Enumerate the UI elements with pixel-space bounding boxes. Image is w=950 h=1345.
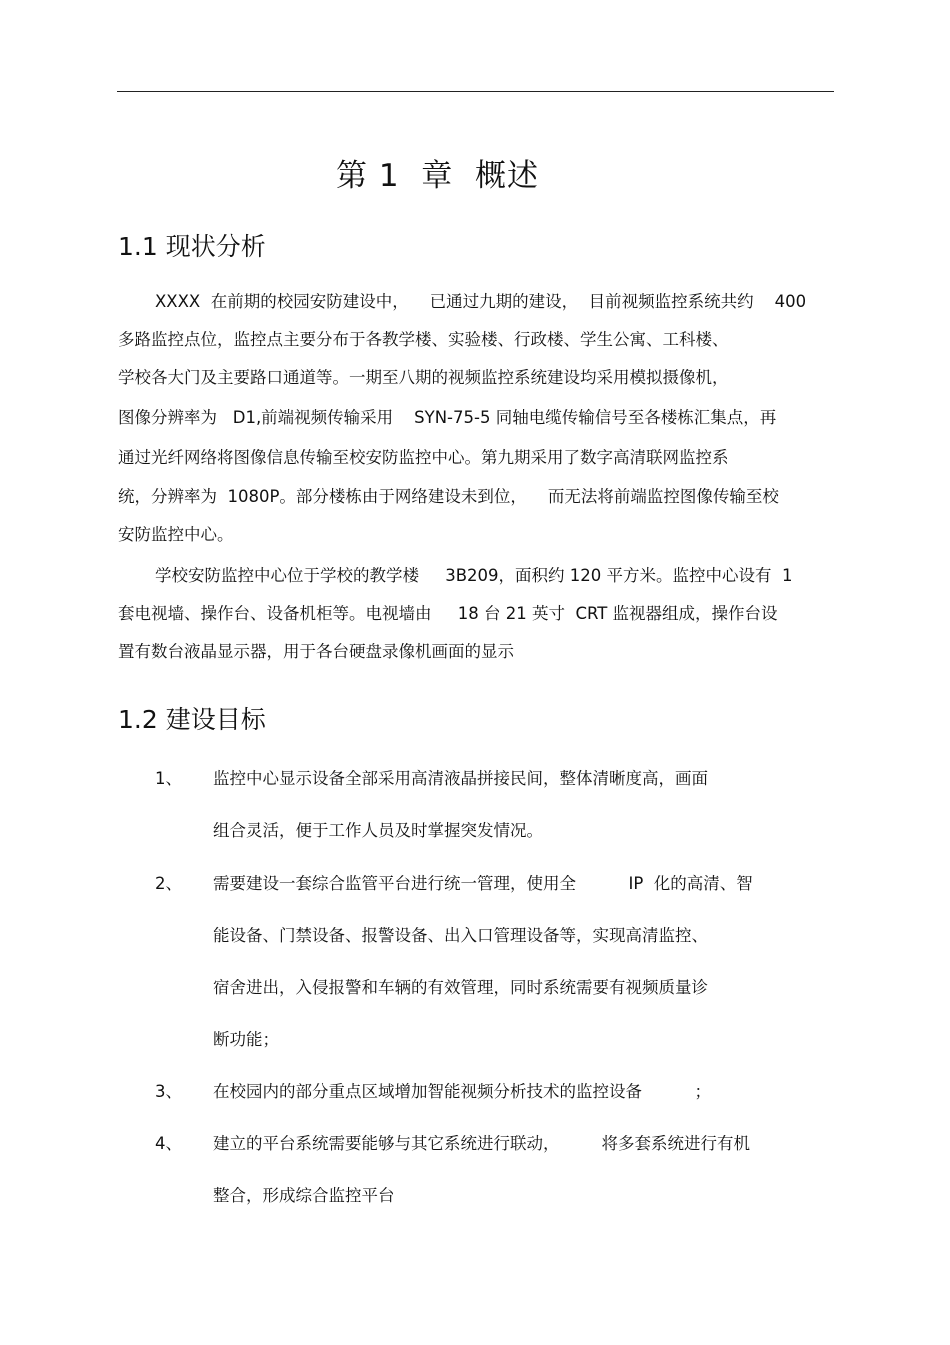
text-line: 学校各大门及主要路口通道等。一期至八期的视频监控系统建设均采用模拟摄像机， <box>118 368 729 387</box>
text-line: 建立的平台系统需要能够与其它系统进行联动， 将多套系统进行有机 <box>213 1134 750 1153</box>
text-line: 置有数台液晶显示器，用于各台硬盘录像机画面的显示 <box>118 642 514 661</box>
text-line: 断功能； <box>213 1030 279 1049</box>
text-line: 整合，形成综合监控平台 <box>213 1186 395 1205</box>
text-line: 能设备、门禁设备、报警设备、出入口管理设备等，实现高清监控、 <box>213 926 708 945</box>
text-line: 学校安防监控中心位于学校的教学楼 3B209，面积约 120 平方米。监控中心设有 1 <box>155 566 793 585</box>
list-item-number: 2、 <box>155 874 182 893</box>
text-line: 需要建设一套综合监管平台进行统一管理，使用全 IP 化的高清、智 <box>213 874 753 893</box>
list-item-number: 4、 <box>155 1134 182 1153</box>
section-title: 1.2 建设目标 <box>118 705 266 734</box>
text-line: 组合灵活，便于工作人员及时掌握突发情况。 <box>213 821 543 840</box>
header-rule <box>117 91 834 92</box>
text-line: XXXX 在前期的校园安防建设中， 已通过九期的建设， 目前视频监控系统共约 400 <box>155 292 807 311</box>
text-line: 多路监控点位，监控点主要分布于各教学楼、实验楼、行政楼、学生公寓、工科楼、 <box>118 330 729 349</box>
list-item-number: 3、 <box>155 1082 182 1101</box>
chapter-title: 第 1 章 概述 <box>336 158 539 194</box>
text-line: 统，分辨率为 1080P。部分楼栋由于网络建设未到位， 而无法将前端监控图像传输至校 <box>118 487 779 506</box>
text-line: 监控中心显示设备全部采用高清液晶拼接民间，整体清晰度高，画面 <box>213 769 708 788</box>
text-line: 图像分辨率为 D1,前端视频传输采用 SYN-75-5 同轴电缆传输信号至各楼栋汇集点，再 <box>118 408 777 427</box>
section-title: 1.1 现状分析 <box>118 232 266 261</box>
list-item-number: 1、 <box>155 769 182 788</box>
text-line: 在校园内的部分重点区域增加智能视频分析技术的监控设备 ； <box>213 1082 711 1101</box>
text-line: 宿舍进出，入侵报警和车辆的有效管理，同时系统需要有视频质量诊 <box>213 978 708 997</box>
text-line: 通过光纤网络将图像信息传输至校安防监控中心。第九期采用了数字高清联网监控系 <box>118 448 729 467</box>
text-line: 套电视墙、操作台、设备机柜等。电视墙由 18 台 21 英寸 CRT 监视器组成，操作台设 <box>118 604 778 623</box>
text-line: 安防监控中心。 <box>118 525 234 544</box>
